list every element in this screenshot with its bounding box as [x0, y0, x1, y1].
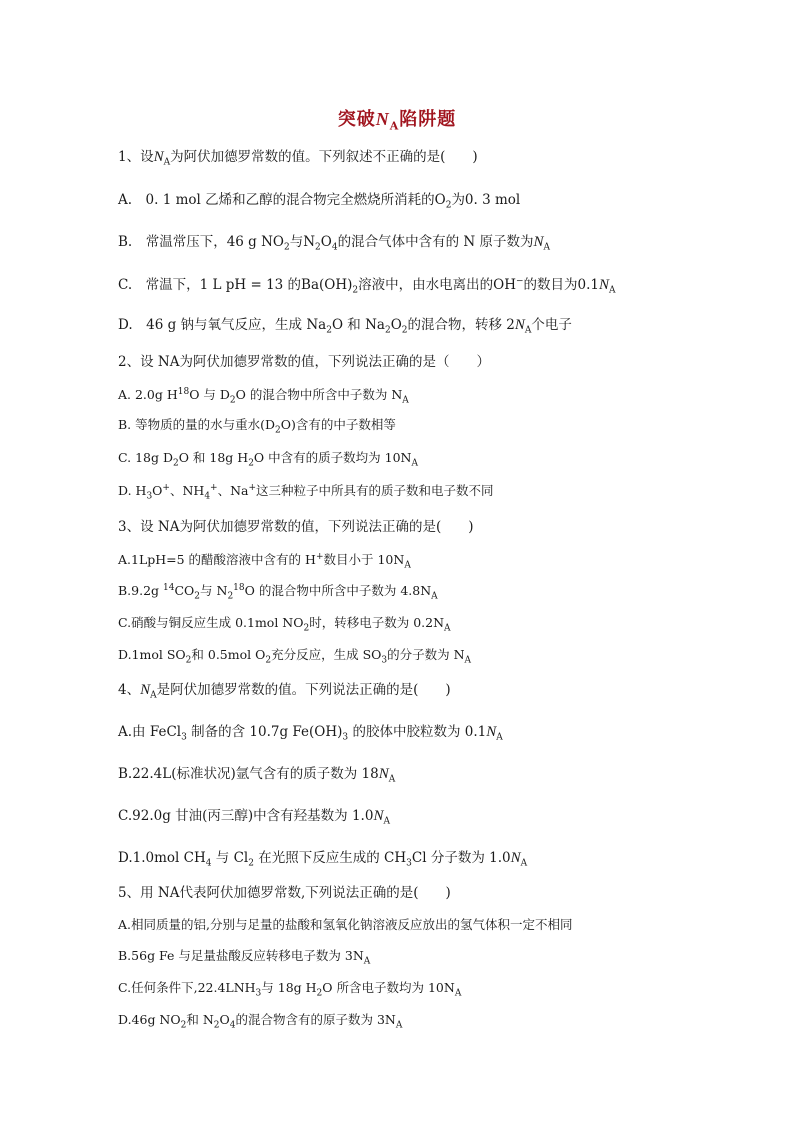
question-3-option-d: D.1mol $SO_2$和 0.5mol $O_2$充分反应，生成 $SO_3$的分子数为 $N_A$	[118, 647, 472, 666]
question-3-option-b: B.9.2g $^{14}CO_2$与 $N_2^{18}O$ 的混合物中所含中子数为 $4.8N_A$	[118, 582, 438, 602]
question-1-option-c: C. 常温下，1 L pH = 13 的$Ba(OH)_2$溶液中，由水电离出的OH−的数目为$0.1N_A$	[118, 276, 616, 296]
question-1-option-a: A. 0. 1 mol 乙烯和乙醇的混合物完全燃烧所消耗的$O_2$为0. 3 mol	[118, 192, 521, 211]
question-2-option-d: D. $H_3O^+$、$NH_4^+$、Na+这三种粒子中所具有的质子数和电子数不同	[118, 482, 494, 502]
question-2-option-b: B. 等物质的量的水与重水$(D_2O)$含有的中子数相等	[118, 417, 396, 436]
question-5-option-a: A.相同质量的铝,分别与足量的盐酸和氢氧化钠溶液反应放出的氢气体积一定不相同	[118, 917, 573, 932]
question-3-stem: 3、设 NA为阿伏加德罗常数的值，下列说法正确的是( )	[118, 519, 474, 535]
question-5-option-b: B.56g Fe 与足量盐酸反应转移电子数为 $3N_A$	[118, 948, 371, 967]
title-na-symbol: N	[375, 109, 390, 129]
title-text: 陷阱题	[399, 109, 457, 130]
question-4-option-d: D.1.0mol $CH_4$ 与 $Cl_2$ 在光照下反应生成的 $CH_3Cl$ 分子数为 $1.0N_A$	[118, 850, 528, 869]
title-text: 突破	[337, 109, 376, 130]
question-5-option-c: C.任何条件下$,22.4LNH_3$与 18g $H_2O$ 所含电子数均为 $10N_A$	[118, 980, 462, 999]
question-1-stem: 1、设$N_A$为阿伏加德罗常数的值。下列叙述不正确的是( )	[118, 149, 478, 168]
question-2-stem: 2、设 NA为阿伏加德罗常数的值，下列说法正确的是（ ）	[118, 354, 490, 370]
question-4-option-b: B.22.4L(标准状况)氩气含有的质子数为 $18N_A$	[118, 766, 396, 785]
page-title: 突破$N_A$陷阱题	[337, 109, 457, 133]
question-4-stem: 4、$N_A$是阿伏加德罗常数的值。下列说法正确的是( )	[118, 682, 451, 701]
question-2-option-c: C. 18g $D_2O$ 和 18g $H_2O$ 中含有的质子数均为 $10N_A$	[118, 450, 418, 469]
question-4-option-c: C.92.0g 甘油(丙三醇)中含有羟基数为 $1.0N_A$	[118, 808, 390, 827]
question-1-option-b: B. 常温常压下，46 g $NO_2$与$N_2O_4$的混合气体中含有的 N 原子数为$N_A$	[118, 234, 551, 253]
question-3-option-c: C.硝酸与铜反应生成 0.1mol $NO_2$时，转移电子数为 $0.2N_A$	[118, 615, 451, 634]
question-3-option-a: A.1LpH=5 的醋酸溶液中含有的 H+数目小于 $10N_A$	[118, 551, 411, 571]
question-5-stem: 5、用 NA代表阿伏加德罗常数,下列说法正确的是( )	[118, 885, 451, 901]
question-4-option-a: A.由 FeCl$_3$ 制备的含 10.7g $Fe(OH)_3$ 的胶体中胶粒数为 $0.1N_A$	[118, 724, 503, 743]
question-1-option-d: D. 46 g 钠与氧气反应，生成 $Na_2O$ 和 $Na_2O_2$的混合物，转移 $2N_A$个电子	[118, 317, 572, 336]
question-5-option-d: D.46g $NO_2$和 $N_2O_4$的混合物含有的原子数为 $3N_A$	[118, 1012, 403, 1031]
question-2-option-a: A. 2.0g $H^{18}O$ 与 $D_2O$ 的混合物中所含中子数为 $N_A$	[118, 386, 409, 406]
